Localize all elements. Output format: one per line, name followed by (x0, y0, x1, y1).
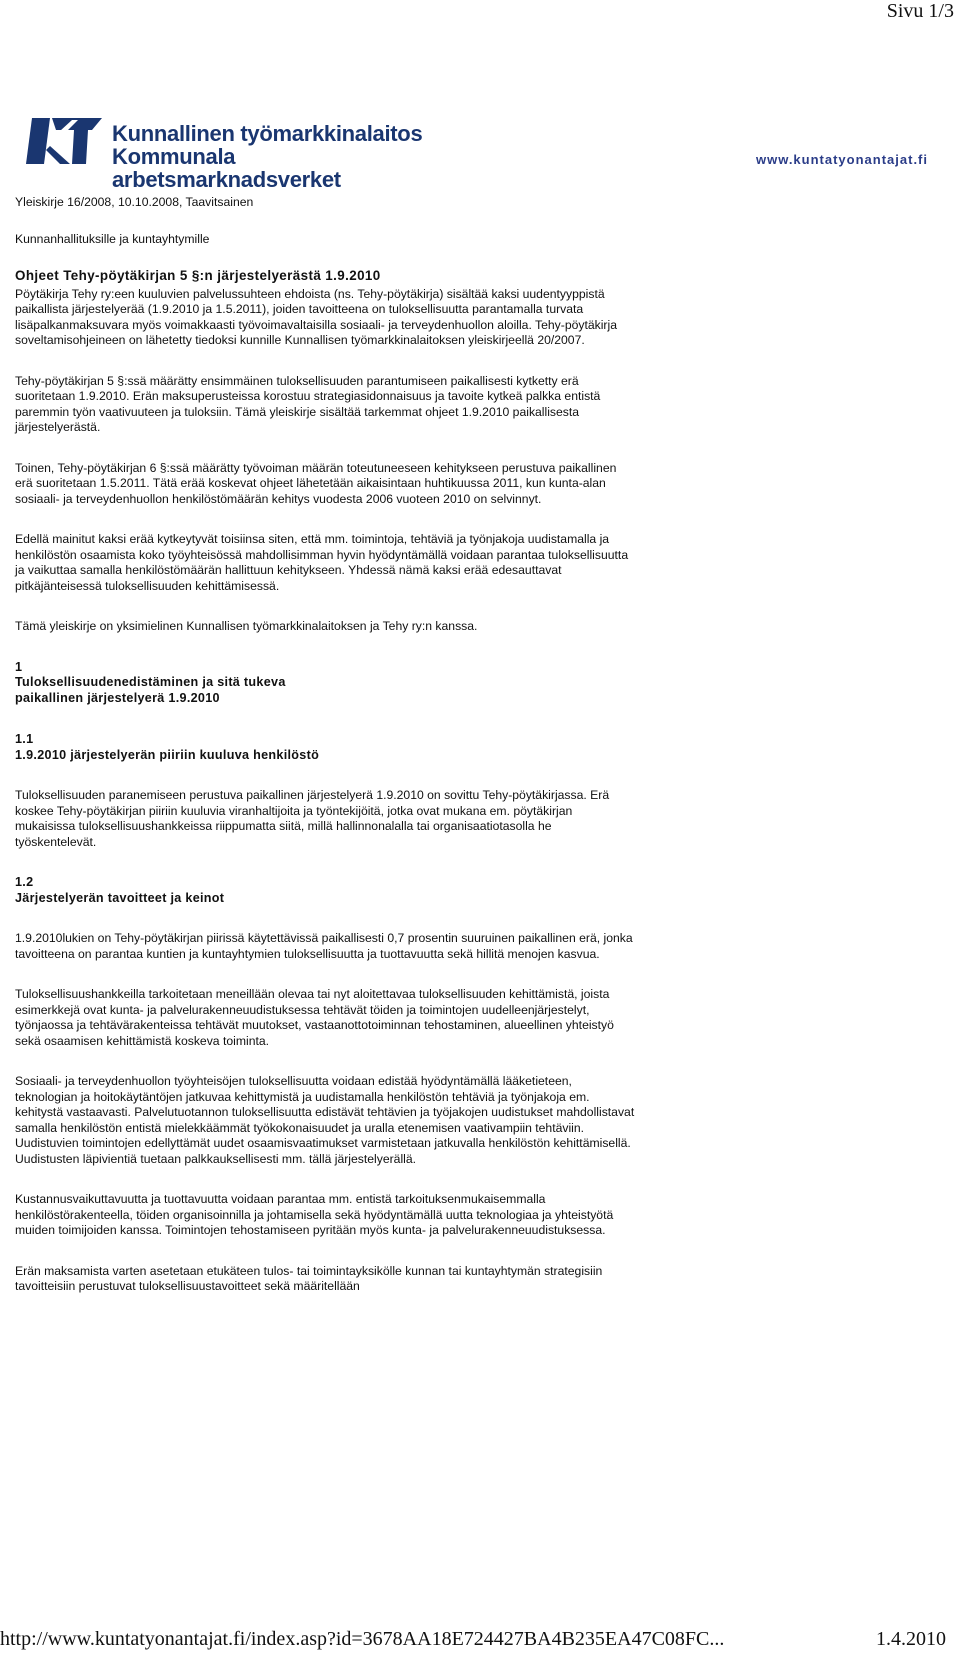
logo-line-finnish: Kunnallinen työmarkkinalaitos (112, 121, 423, 146)
print-footer (0, 1628, 946, 1654)
footer-date: 1.4.2010 (876, 1628, 946, 1650)
section-1-2-paragraph-3: Sosiaali- ja terveydenhuollon työyhteisöjen tuloksellisuutta voidaan edistää hyödyntämällä lääketieteen, teknologian ja hoitokäytäntöjen jatkuvaa kehittymistä ja uudistamalla henkilöstön tehtäviä ja työnjakoja em. kehitystä vastaavasti. Palvelutuotannon tuloksellisuutta edistävät tehtävien ja työjakojen uudistukset mahdollistavat samalla henkilöstön entistä mielekkäämmät työkokonaisuudet ja uralla etenemisen vaativampiin tehtäviin. Uudistuvien toimintojen edellyttämät uudet osaamisvaatimukset varmistetaan jatkuvalla henkilöstön kehittämisellä. Uudistusten läpivientiä tuetaan palkkauksellisesti mm. tällä järjestelyerällä. (15, 1074, 635, 1166)
section-1-heading (15, 660, 635, 707)
intro-paragraph-2: Tehy-pöytäkirjan 5 §:ssä määrätty ensimmäinen tuloksellisuuden parantumiseen paikallisesti kytketty erä suoritetaan 1.9.2010. Erän maksuperusteissa korostuu strategiasidonnaisuus ja tavoite kytkeä palkka entistä paremmin työn vaativuuteen ja tuloksiin. Tämä yleiskirje sisältää tarkemmat ohjeet 1.9.2010 paikallisesta järjestelyerästä. (15, 373, 601, 434)
page-number: Sivu 1/3 (886, 0, 954, 22)
letter-body (15, 195, 635, 1320)
section-1-2-title: Järjestelyerän tavoitteet ja keinot (15, 890, 225, 905)
intro-paragraph-5: Tämä yleiskirje on yksimielinen Kunnallisen työmarkkinalaitoksen ja Tehy ry:n kanssa. (15, 619, 478, 633)
website-link[interactable]: www.kuntatyonantajat.fi (755, 152, 928, 167)
logo-mark-icon (26, 118, 104, 168)
logo-wordmark (112, 122, 446, 191)
section-1-1-title: 1.9.2010 järjestelyerän piiriin kuuluva henkilöstö (15, 747, 320, 762)
section-1-2-paragraph-5: Erän maksamista varten asetetaan etukäteen tulos- tai toimintayksikölle kunnan tai kuntayhtymän strategisiin tavoitteisiin perustuvat tuloksellisuustavoitteet sekä määritellään (15, 1263, 603, 1293)
section-1-number: 1 (15, 659, 23, 674)
letterhead (26, 118, 936, 192)
section-1-2-paragraph-4: Kustannusvaikuttavuutta ja tuottavuutta voidaan parantaa mm. entistä tarkoituksenmukaisemmalla henkilöstörakenteella, töiden organisoinnilla ja johtamisella sekä hyödyntämällä uutta teknologiaa ja yhteistyötä muiden toimijoiden kanssa. Toimintojen tehostamiseen pyritään myös kunta- ja palvelurakenneuudistuksessa. (15, 1192, 614, 1237)
section-1-title: Tuloksellisuudenedistäminen ja sitä tukeva paikallinen järjestelyerä 1.9.2010 (15, 675, 286, 705)
section-1-1-heading (15, 732, 635, 763)
section-1-1-paragraph-1: Tuloksellisuuden paranemiseen perustuva paikallinen järjestelyerä 1.9.2010 on sovittu Tehy-pöytäkirjassa. Erä koskee Tehy-pöytäkirjan piiriin kuuluvia viranhaltijoita ja työntekijöitä, jotka ovat mukana em. pöytäkirjan mukaisissa tuloksellisuushankkeissa riippumatta siitä, millä hallinnonalalla tai organisaatiotasolla he työskentelevät. (15, 788, 610, 849)
logo-line-swedish: Kommunala arbetsmarknadsverket (112, 144, 341, 192)
footer-url: http://www.kuntatyonantajat.fi/index.asp?id=3678AA18E724427BA4B235EA47C08FC... (0, 1628, 725, 1650)
section-1-2-paragraph-2: Tuloksellisuushankkeilla tarkoitetaan meneillään olevaa tai nyt aloitettavaa tuloksellisuuden kehittämistä, joista esimerkkejä ovat kunta- ja palvelurakenneuudistuksessa tehtävät töiden ja toimintojen uudelleenjärjestelyt, työnjaossa ja tehtävärakenteissa tehtävät muutokset, vastaanottotoiminnan tehostaminen, alueellinen yhteistyö sekä osaamisen kehittämistä koskeva toiminta. (15, 987, 614, 1048)
section-1-2-number: 1.2 (15, 875, 34, 889)
letter-reference: Yleiskirje 16/2008, 10.10.2008, Taavitsainen (15, 195, 254, 209)
intro-paragraph-4: Edellä mainitut kaksi erää kytkeytyvät toisiinsa siten, että mm. toimintoja, tehtäviä ja työnjakoja uudistamalla ja henkilöstön osaamista koko työyhteisössä mahdollisimman hyvin hyödyntämällä voidaan parantaa tuloksellisuutta ja vaikuttaa samalla henkilöstömäärän hallittuun kehitykseen. Yhdessä nämä kaksi erää edesauttavat pitkäjänteisessä tuloksellisuuden kehittämisessä. (15, 532, 629, 593)
intro-paragraph-1: Pöytäkirja Tehy ry:een kuuluvien palvelussuhteen ehdoista (ns. Tehy-pöytäkirja) sisältää kaksi uudentyyppistä paikallista järjestelyerää (1.9.2010 ja 1.5.2011), joiden tavoitteena on tuloksellisuutta parantamalla turvata lisäpalkanmaksuvara myös voimakkaasti työvoimavaltaisilla sosiaali- ja terveydenhuollon aloilla. Tehy-pöytäkirja soveltamisohjeineen on lähetetty tiedoksi kunnille Kunnallisen työmarkkinalaitoksen yleiskirjeellä 20/2007. (15, 286, 617, 347)
letter-title: Ohjeet Tehy-pöytäkirjan 5 §:n järjestelyerästä 1.9.2010 (15, 268, 381, 283)
section-1-2-paragraph-1: 1.9.2010lukien on Tehy-pöytäkirjan piirissä käytettävissä paikallisesti 0,7 prosentin suuruinen paikallinen erä, jonka tavoitteena on parantaa kuntien ja kuntayhtymien tuloksellisuutta ja tuottavuutta sekä hillitä menojen kasvua. (15, 931, 633, 961)
section-1-1-number: 1.1 (15, 732, 34, 746)
section-1-2-heading (15, 875, 635, 906)
intro-paragraph-3: Toinen, Tehy-pöytäkirjan 6 §:ssä määrätty työvoiman määrän toteutuneeseen kehitykseen perustuva paikallinen erä suoritetaan 1.5.2011. Tätä erää koskevat ohjeet lähetetään aikaisintaan huhtikuussa 2011, kun kunta-alan sosiaali- ja terveydenhuollon henkilöstömäärän kehitys vuodesta 2006 vuoteen 2010 on selvinnyt. (15, 460, 617, 506)
letter-recipients: Kunnanhallituksille ja kuntayhtymille (15, 231, 210, 246)
organization-logo (26, 118, 446, 192)
